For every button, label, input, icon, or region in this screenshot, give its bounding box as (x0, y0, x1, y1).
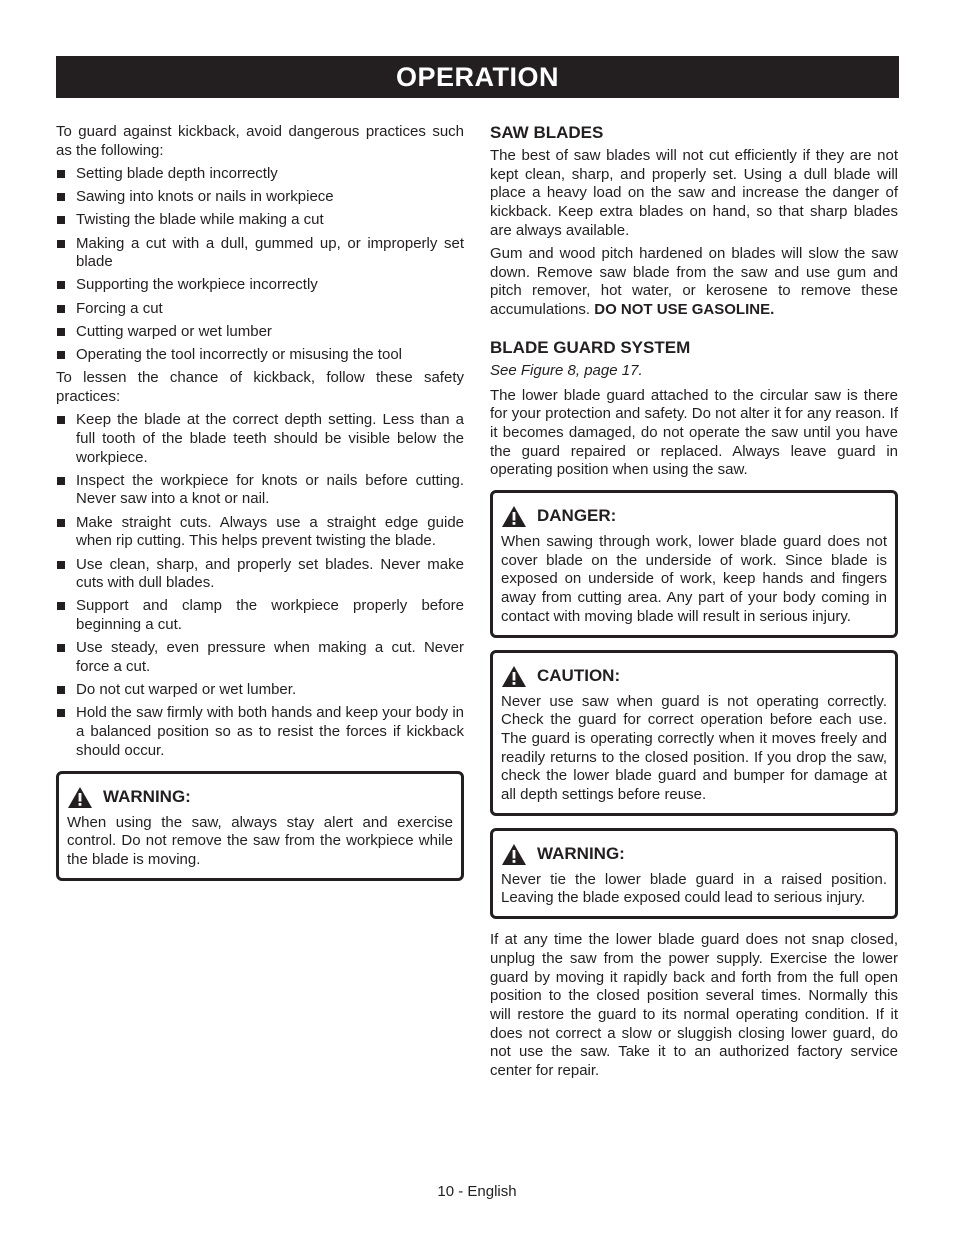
warning-header (501, 843, 887, 866)
list-item: Forcing a cut (56, 300, 464, 319)
warning-box-guard (490, 828, 898, 919)
warning-text: When using the saw, always stay alert and exercise control. Do not remove the saw from the workpiece while the blade is moving. (67, 813, 453, 868)
list-item: Use clean, sharp, and properly set blades. Never make cuts with dull blades. (56, 556, 464, 593)
saw-blades-heading: SAW BLADES (490, 123, 604, 142)
left-column (56, 123, 464, 893)
list-item: Keep the blade at the correct depth setting. Less than a full tooth of the blade teeth should be visible below the workpiece. (56, 411, 464, 467)
warning-triangle-icon (501, 665, 527, 688)
warning-title: WARNING: (103, 786, 191, 806)
no-gasoline-notice: DO NOT USE GASOLINE. (594, 301, 775, 319)
blade-guard-heading: BLADE GUARD SYSTEM (490, 337, 691, 357)
page-number: 10 - English (437, 1183, 517, 1200)
danger-text: When sawing through work, lower blade guard does not cover blade on the underside of work. Since blade is exposed on underside of work, keep hands and fingers away from cutting area. Any part of your body coming in contact with moving blade will result in serious injury. (501, 533, 887, 625)
caution-box (490, 650, 898, 816)
warning-triangle-icon (501, 505, 527, 528)
list-item: Support and clamp the workpiece properly before beginning a cut. (56, 597, 464, 634)
avoid-list (56, 165, 464, 365)
list-item: Making a cut with a dull, gummed up, or improperly set blade (56, 235, 464, 272)
saw-blades-paragraph-1: The best of saw blades will not cut efficiently if they are not kept clean, sharp, and properly set. Using a dull blade will place a heavy load on the saw and increase the danger of kickback. Keep extra blades on hand, so that sharp blades are always available. (490, 147, 898, 239)
list-item: Operating the tool incorrectly or misusing the tool (56, 346, 464, 365)
warning-box-kickback (56, 771, 464, 881)
list-item: Make straight cuts. Always use a straight edge guide when rip cutting. This helps prevent twisting the blade. (56, 514, 464, 551)
warning-title: WARNING: (537, 843, 625, 863)
list-item: Cutting warped or wet lumber (56, 323, 464, 342)
list-item: Supporting the workpiece incorrectly (56, 276, 464, 295)
caution-text: Never use saw when guard is not operating correctly. Check the guard for correct operation before each use. The guard is operating correctly when it moves freely and readily returns to the closed position. If you drop the saw, check the lower blade guard and bumper for damage at all depth settings before reuse. (501, 692, 887, 804)
list-item: Hold the saw firmly with both hands and keep your body in a balanced position so as to resist the forces if kickback should occur. (56, 704, 464, 760)
danger-box (490, 490, 898, 638)
list-item: Sawing into knots or nails in workpiece (56, 188, 464, 207)
warning-text: Never tie the lower blade guard in a raised position. Leaving the blade exposed could lead to serious injury. (501, 870, 887, 907)
warning-triangle-icon (67, 786, 93, 809)
caution-header (501, 665, 887, 688)
right-column (490, 123, 898, 1085)
saw-blades-paragraph-2-text: Gum and wood pitch hardened on blades will slow the saw down. Remove saw blade from the saw and use gum and pitch remover, hot water, or kerosene to remove these accumulations. (490, 245, 898, 319)
closing-paragraph: If at any time the lower blade guard does not snap closed, unplug the saw from the power supply. Exercise the lower guard by moving it rapidly back and forth from the full open position to the closed position several times. Normally this will restore the guard to its normal operating condition. If it does not correct a slow or sluggish closing lower guard, do not use the saw. Take it to an authorized factory service center for repair. (490, 931, 898, 1080)
list-item: Twisting the blade while making a cut (56, 211, 464, 230)
caution-title: CAUTION: (537, 665, 621, 685)
figure-reference: See Figure 8, page 17. (490, 361, 643, 379)
lessen-intro: To lessen the chance of kickback, follow these safety practices: (56, 369, 464, 405)
kickback-intro: To guard against kickback, avoid dangerous practices such as the following: (56, 123, 464, 159)
danger-title: DANGER: (537, 506, 617, 526)
danger-header (501, 505, 887, 528)
list-item: Do not cut warped or wet lumber. (56, 681, 464, 700)
safety-list (56, 411, 464, 760)
saw-blades-paragraph-2 (490, 245, 898, 320)
warning-triangle-icon (501, 843, 527, 866)
list-item: Inspect the workpiece for knots or nails before cutting. Never saw into a knot or nail. (56, 472, 464, 509)
list-item: Use steady, even pressure when making a cut. Never force a cut. (56, 639, 464, 676)
blade-guard-paragraph: The lower blade guard attached to the circular saw is there for your protection and safety. Do not alter it for any reason. If it becomes damaged, do not operate the saw until you have the guard repaired or replaced. Always leave guard in operating position when using the saw. (490, 386, 898, 479)
list-item: Setting blade depth incorrectly (56, 165, 464, 184)
page-title: OPERATION (56, 56, 899, 98)
warning-header (67, 786, 453, 809)
